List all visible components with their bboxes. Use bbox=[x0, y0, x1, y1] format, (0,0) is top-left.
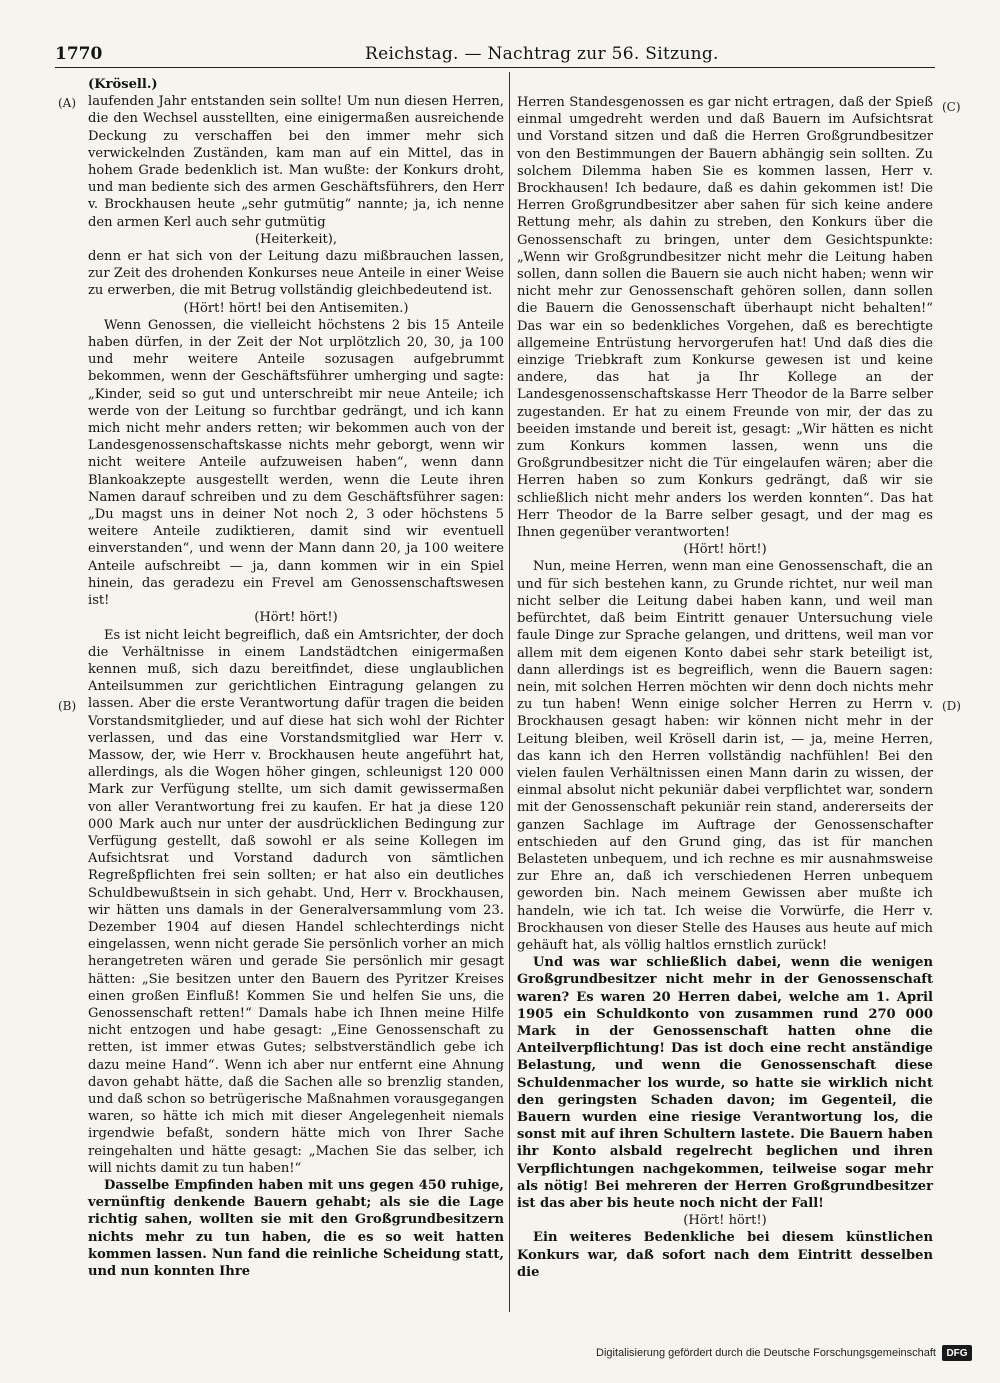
interjection: (Hört! hört! bei den Antisemiten.) bbox=[183, 300, 409, 316]
paragraph: denn er hat sich von der Leitung dazu mißbrauchen lassen, zur Zeit des drohenden Konkurses neue Anteile in einer Weise zu erwerben, die mit Betrug vollständig gleichbedeutend ist. bbox=[88, 249, 504, 299]
margin-mark-b: (B) bbox=[58, 699, 77, 713]
interjection: (Heiterkeit), bbox=[254, 231, 338, 247]
paragraph: Ein weiteres Bedenkliche bei diesem künstlichen Konkurs war, daß sofort nach dem Eintritt desselben die bbox=[517, 1230, 933, 1280]
footer-text: Digitalisierung gefördert durch die Deutsche Forschungsgemeinschaft bbox=[596, 1347, 936, 1359]
interjection: (Hört! hört!) bbox=[683, 542, 767, 558]
margin-mark-c: (C) bbox=[942, 100, 961, 114]
paragraph: Es ist nicht leicht begreiflich, daß ein Amtsrichter, der doch die Verhältnisse in einem Landstädtchen einigermaßen kennen muß, sich dazu bereitfindet, diese unglaublichen Anteilsummen zur gerichtlichen Eintragung gelangen zu lassen. Aber die erste Verantwortung dafür tragen die beiden Vorstandsmitglieder, und auf diese hat sich wohl der Richter verlassen, und das eine Vorstandsmitglied war Herr v. Massow, der, wie Herr v. Brockhausen heute angeführt hat, allerdings, als die Wogen höher gingen, schleunigst 120 000 Mark zur Verfügung stellte, um sich damit gewissermaßen von aller Verantwortung frei zu kaufen. Er hat ja diese 120 000 Mark auch nur unter der ausdrücklichen Bedingung zur Verfügung gestellt, daß sowohl er als seine Kollegen im Aufsichtsrat und Vorstand dadurch von sämtlichen Regreßpflichten frei sein sollten; er hat also ein deutliches Schuldbewußtsein in sich gehabt. Und, Herr v. Brockhausen, wir hätten uns damals in der Generalversammlung vom 23. Dezember 1904 auf diesen Handel schlechterdings nicht eingelassen, wenn nicht gerade Sie persönlich vorher an mich herangetreten wären und gerade Sie persönlich mir gesagt hätten: „Sie besitzen unter den Bauern des Pyritzer Kreises einen großen Einfluß! Kommen Sie und helfen Sie uns, die Genossenschaft retten!“ Damals habe ich Ihnen meine Hilfe nicht entzogen und habe gesagt: „Eine Genossenschaft zu retten, ist immer etwas Gutes; selbstverständlich gebe ich dazu meine Hand“. Wenn ich aber nur entfernt eine Ahnung davon gehabt hätte, daß die Sachen alle so brenzlig standen, und daß schon so betrügerische Maßnahmen vorausgegangen waren, so hätte ich mich mit dieser Angelegenheit niemals irgendwie befaßt, sondern hätte mich von Ihrer Sache reingehalten und hätte gesagt: „Machen Sie das selber, ich will nichts damit zu tun haben!“ bbox=[88, 627, 504, 1176]
speaker-name: (Krösell.) bbox=[88, 77, 158, 92]
interjection: (Hört! hört!) bbox=[683, 1213, 767, 1229]
paragraph: Und was war schließlich dabei, wenn die wenigen Großgrundbesitzer nicht mehr in der Genossenschaft waren? Es waren 20 Herren dabei, welche am 1. April 1905 ein Schuldkonto von zusammen rund 270 000 Mark in der Genossenschaft hatten ohne die Anteilverpflichtung! Das ist doch eine recht anständige Belastung, und wenn die Genossenschaft diese Schuldenmacher los wurde, so hatte sie wirklich nicht den geringsten Schaden davon; im Gegenteil, die Bauern wurden eine riesige Verantwortung los, die sonst mit auf ihren Schultern lastete. Die Bauern haben ihr Konto alsbald regelrecht beglichen und ihren Verpflichtungen nachgekommen, teilweise sogar mehr als nötig! Bei mehreren der Herren Großgrundbesitzer ist das aber bis heute noch nicht der Fall! bbox=[517, 955, 933, 1211]
paragraph: Herren Standesgenossen es gar nicht ertragen, daß der Spieß einmal umgedreht werden und daß Bauern im Aufsichtsrat und Vorstand sitzen und daß die Herren Großgrundbesitzer von den Bestimmungen der Bauern abhängig sein sollten. Zu solchem Dilemma haben Sie es kommen lassen, Herr v. Brockhausen! Ich bedaure, daß es dahin gekommen ist! Die Herren Großgrundbesitzer aber sahen für sich keine andere Rettung mehr, als dahin zu streben, den Konkurs über die Genossenschaft zu bringen, unter dem Gesichtspunkte: „Wenn wir Großgrundbesitzer nicht mehr die Leitung haben sollen, dann sollen die Bauern sie auch nicht haben; wenn wir nicht mehr zur Genossenschaft gehören sollen, dann sollen die Bauern die Genossenschaft überhaupt nicht behalten!“ Das war ein so bedenkliches Vorgehen, daß es berechtigte allgemeine Entrüstung hervorgerufen hat! Und daß dies die einzige Triebkraft zum Konkurse gewesen ist und keine andere, das hat ja Ihr Kollege an der Landesgenossenschaftskasse Herr Theodor de la Barre selber zugestanden. Er hat zu einem Freunde von mir, der das zu beeiden imstande und bereit ist, gesagt: „Wir hätten es nicht zum Konkurs kommen lassen, wenn uns die Großgrundbesitzer nicht die Tür eingelaufen wären; aber die Herren haben so zum Konkurs gedrängt, daß wir sie schließlich nicht mehr anders los werden konnten“. Das hat Herr Theodor de la Barre selber gesagt, und der mag es Ihnen gegenüber verantworten! bbox=[517, 95, 933, 541]
margin-mark-a: (A) bbox=[58, 96, 77, 110]
page-running-title: Reichstag. — Nachtrag zur 56. Sitzung. bbox=[365, 44, 719, 64]
paragraph: Nun, meine Herren, wenn man eine Genossenschaft, die an und für sich bestehen kann, zu Grunde richtet, nur weil man nicht selber die Leitung dabei haben kann, und weil man befürchtet, daß beim Eintritt genauer Untersuchung viele faule Dinge zur Sprache gelangen, und drittens, weil man vor allem mit dem eigenen Konto dabei sehr stark beteiligt ist, dann allerdings ist es begreiflich, wenn die Bauern sagen: nein, mit solchen Herren möchten wir denn doch nichts mehr zu tun haben! Wenn einige solcher Herren zu Herrn v. Brockhausen gesagt haben: wir können nicht mehr in der Leitung bleiben, weil Krösell darin ist, — ja, meine Herren, das kann ich den Herren vollständig nachfühlen! Bei den vielen faulen Verhältnissen einen Mann darin zu wissen, der einmal absolut nicht pekuniär dabei verpflichtet war, sondern mit der Genossenschaft pekuniär rein stand, andererseits der ganzen Sachlage im Auftrage der Genossenschafter entschieden auf den Grund ging, das ist für manchen Belasteten unbequem, und ich rechne es mir ausnahmsweise zur Ehre an, daß ich verschiedenen Herren unbequem geworden bin. Nach meinem Gewissen aber mußte ich handeln, wie ich tat. Ich weise die Vorwürfe, die Herr v. Brockhausen von dieser Stelle des Hauses aus heute auf mich gehäuft hat, als völlig haltlos ernstlich zurück! bbox=[517, 559, 933, 953]
footer-credit bbox=[596, 1345, 972, 1361]
paragraph: Wenn Genossen, die vielleicht höchstens 2 bis 15 Anteile haben dürfen, in der Zeit der Not urplötzlich 20, 30, ja 100 und mehr weitere Anteile sozusagen aufgebrummt bekommen, wenn der Geschäftsführer umherging und sagte: „Kinder, seid so gut und unterschreibt mir neue Anteile; ich werde von der Leitung so furchtbar gedrängt, und ich kann mich nicht mehr anders retten; wir bekommen auch von der Landesgenossenschaftskasse nichts mehr geborgt, wenn wir nicht weitere Anteile aufzuweisen haben“, wenn dann Blankoakzepte ausgestellt werden, wenn die Leute ihren Namen darauf schreiben und zu dem Geschäftsführer sagen: „Du magst uns in deiner Not noch 2, 3 oder höchstens 5 weitere Anteile zudiktieren, damit sind wir eventuell einverstanden“, und wenn der Mann dann 20, ja 100 weitere Anteile aufschreibt — ja, dann kommen wir in ein Spiel hinein, das geradezu ein Frevel am Genossenschaftswesen ist! bbox=[88, 317, 504, 609]
page-number: 1770 bbox=[55, 44, 103, 64]
page-header bbox=[55, 42, 935, 66]
dfg-logo-icon: DFG bbox=[942, 1345, 972, 1361]
margin-mark-d: (D) bbox=[942, 699, 961, 713]
paragraph: Dasselbe Empfinden haben mit uns gegen 450 ruhige, vernünftig denkende Bauern gehabt; als sie die Lage richtig sahen, wollten sie mit den Großgrundbesitzern nichts mehr zu tun haben, die es so weit hatten kommen lassen. Nun fand die reinliche Scheidung statt, und nun konnten Ihre bbox=[88, 1178, 504, 1280]
left-column bbox=[88, 76, 504, 1280]
interjection: (Hört! hört!) bbox=[254, 610, 338, 626]
column-divider bbox=[509, 72, 510, 1312]
paragraph: laufenden Jahr entstanden sein sollte! Um nun diesen Herren, die den Wechsel ausstellten, eine einigermaßen ausreichende Deckung zu verschaffen bei den immer mehr sich verwickelnden Zuständen, kam man auf ein Mittel, das in hohem Grade bedenklich ist. Man wußte: der Konkurs droht, und man bediente sich des armen Geschäftsführers, den Herr v. Brockhausen heute „sehr gutmütig“ nannte; ja, ich nenne den armen Kerl auch sehr gutmütig bbox=[88, 94, 504, 230]
right-column bbox=[517, 94, 933, 1281]
header-rule bbox=[55, 67, 935, 68]
